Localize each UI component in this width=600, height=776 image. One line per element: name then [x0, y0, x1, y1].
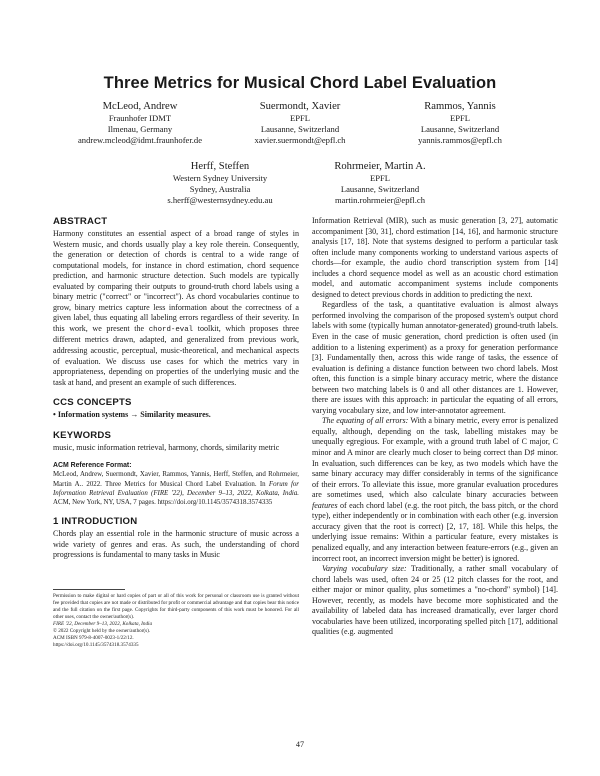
toolkit-name: chord-eval	[148, 325, 194, 334]
ccs-text: • Information systems → Similarity measures.	[53, 410, 211, 420]
permission-doi: https://doi.org/10.1145/3574318.3574335	[53, 642, 139, 649]
left-column	[53, 216, 299, 561]
author-affiliation: Western Sydney University	[172, 173, 268, 183]
paragraph: Information Retrieval (MIR), such as music generation [3, 27], automatic accompaniment [30, 31], chord estimation [14, 16], and harmonic structure analysis [17, 18]. Note that systems designed to perform a particular task often include many components working to understand various aspects of chords—for example, the audio chord transcription system from [14] includes a chord sequence model as well as an acoustic chord estimation model, and automatic accompaniment systems include components designed to detect previous chords in addition to predicting the next.	[312, 216, 558, 299]
abstract-text: Harmony constitutes an essential aspect of a broad range of styles in Western music, and chords usually play a key role therein. Consequently, the generation or detection of chords is central to a wide range of computational models, for instance in chord estimation, chord sequence prediction, and harmonic structure detection. Such models are typically evaluated by comparing their outputs to ground-truth chord labels using a binary metric ("correct" or "incorrect"). As chord vocabularies continue to grow, binary metrics capture less information about the correctness of a given label, thus equating all labeling errors regardless of their severity. In this work, we present the chord-eval toolkit, which proposes three different metrics drawn, adapted, and generalized from previous work, addressing acoustic, perceptual, music-theoretical, and mechanical aspects of evaluation. We discuss use cases for which the metrics vary in appropriateness, depending on properties of the underlying music and the task at hand, and present an example of such differences.	[53, 229, 299, 387]
author-name: Rohrmeier, Martin A.	[334, 161, 426, 172]
author-email: s.herff@westernsydney.edu.au	[167, 194, 273, 205]
author-location: Sydney, Australia	[189, 183, 251, 194]
author-affiliation: EPFL	[289, 113, 311, 123]
author-affiliation: EPFL	[369, 173, 391, 183]
paragraph: Regardless of the task, a quantitative evaluation is almost always performed involving the comparison of the proposed system's output chord labels with some (typically human annotator-generated) ground-truth labels. Even in the case of music generation, chord prediction is often used (in addition to a listening experiment) as a proxy for generation performance [3]. Fundamentally then, across this wide range of tasks, the essence of evaluation is defining a distance function between two chord labels. Most often, this function is a simple binary accuracy metric, where the distance between two matching labels is 0 and all other distances are 1. However, there are issues with this approach: in particular the equating of all errors, varying vocabulary size, and low inter-annotator agreement.	[312, 300, 558, 415]
keywords-text: music, music information retrieval, harmony, chords, similarity metric	[53, 442, 280, 452]
author-location: Lausanne, Switzerland	[340, 183, 420, 194]
permission-venue: FIRE '22, December 9–13, 2022, Kolkata, India	[53, 621, 153, 628]
author-affiliation: Fraunhofer IDMT	[108, 113, 172, 123]
author-email: xavier.suermondt@epfl.ch	[254, 134, 346, 145]
author-affiliation: EPFL	[449, 113, 471, 123]
author-email: andrew.mcleod@idmt.fraunhofer.de	[77, 134, 203, 145]
author-name: Herff, Steffen	[190, 161, 250, 172]
author-block	[60, 100, 220, 145]
paragraph: The equating of all errors: With a binary metric, every error is penalized equally, although, depending on the task, labelling mistakes may be unequally egregious. For example, with a ground truth label of C major, C minor and A minor are clearly much closer to being correct than D♯ minor. In evaluation, such differences can be key, as two models which have the same binary accuracy may differ considerably in terms of the significance of their errors. To alleviate this issue, more granular evaluation procedures are sometimes used, which also calculate binary accuracies between features of each chord label (e.g. the root pitch, the bass pitch, or the chord type), either independently or in combination with each other (e.g. inversion accuracy given that the root is correct) [2, 17, 18]. While this helps, the underlying issue remains: Within a particular feature, every mistakes is penalized equally, and any interaction between feature-errors (e.g., given an incorrect root, an incorrect inversion might be better) is ignored.	[312, 416, 558, 563]
footnote-rule	[53, 589, 125, 590]
author-block	[380, 100, 540, 145]
page-number: 47	[295, 740, 305, 749]
permission-isbn: ACM ISBN 979-8-4007-0023-1/22/12.	[53, 635, 134, 642]
paper-title: Three Metrics for Musical Chord Label Evaluation	[103, 74, 497, 92]
permission-notice	[53, 593, 299, 649]
author-location: Ilmenau, Germany	[107, 123, 173, 134]
reference-format-text: McLeod, Andrew, Suermondt, Xavier, Rammos, Yannis, Herff, Steffen, and Rohrmeier, Martin A.. 2022. Three Metrics for Musical Chord Label Evaluation. In Forum for Information Retrieval Evaluation (FIRE '22), December 9–13, 2022, Kolkata, India. ACM, New York, NY, USA, 7 pages. https://doi.org/10.1145/3574318.3574335	[53, 471, 299, 506]
author-location: Lausanne, Switzerland	[260, 123, 340, 134]
permission-text: Permission to make digital or hard copies of part or all of this work for personal or classroom use is granted without fee provided that copies are not made or distributed for profit or commercial advantage and that copies bear this notice and the full citation on the first page. Copyrights for third-party components of this work must be honored. For all other uses, contact the owner/author(s).	[53, 593, 299, 621]
right-column	[312, 216, 558, 638]
author-block	[140, 160, 300, 205]
introduction-text: Chords play an essential role in the harmonic structure of music across a wide variety of genres and eras. As such, the understanding of chord progressions is fundamental to many tasks in Music	[53, 529, 299, 560]
reference-format-heading: ACM Reference Format:	[53, 462, 132, 470]
ccs-heading: CCS CONCEPTS	[53, 397, 132, 409]
author-email: yannis.rammos@epfl.ch	[418, 134, 502, 145]
author-location: Lausanne, Switzerland	[420, 123, 500, 134]
permission-copyright: © 2022 Copyright held by the owner/author(s).	[53, 628, 151, 635]
keywords-heading: KEYWORDS	[53, 429, 112, 441]
author-name: McLeod, Andrew	[102, 101, 178, 112]
author-name: Suermondt, Xavier	[259, 101, 341, 112]
abstract-heading: ABSTRACT	[53, 216, 108, 227]
paragraph: Varying vocabulary size: Traditionally, a rather small vocabulary of chord labels was used, often 24 or 25 (12 pitch classes for the root, and either major or minor quality, plus sometimes a "no-chord" symbol) [14]. However, recently, as models have become more sophisticated and the availability of labeled data has increased dramatically, ever larger chord vocabularies have been utilized, incorporating spelled pitch [17], additional qualities (e.g. augmented	[312, 564, 558, 637]
author-block	[220, 100, 380, 145]
author-email: martin.rohrmeier@epfl.ch	[335, 194, 425, 205]
introduction-heading: 1 INTRODUCTION	[53, 516, 138, 528]
author-name: Rammos, Yannis	[424, 101, 496, 112]
author-block	[300, 160, 460, 205]
